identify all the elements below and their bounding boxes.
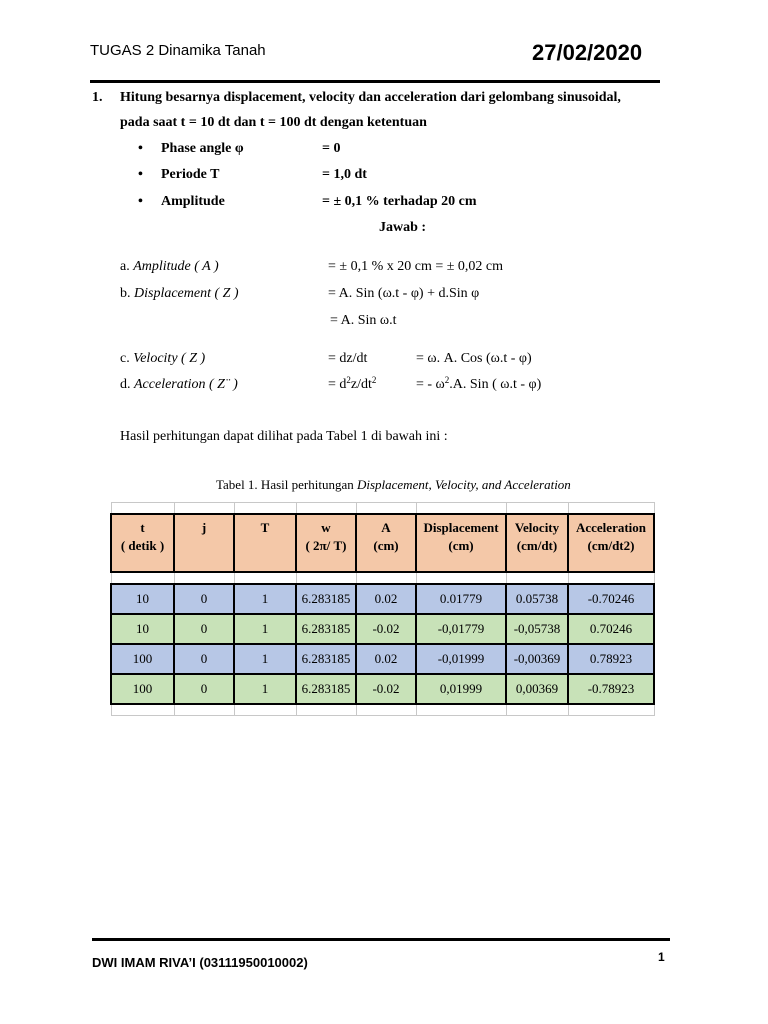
condition-label: Amplitude [161,194,225,209]
condition-value: = 0 [322,141,341,156]
table-cell: 100 [111,644,174,674]
table-cell: 1 [234,584,296,614]
footer-rule [92,938,670,941]
answer-b-equation-1: = A. Sin (ω.t - φ) + d.Sin φ [328,286,480,301]
answer-c-equation-2: = ω. A. Cos (ω.t - φ) [416,351,532,366]
answer-d [120,377,238,393]
question-number: 1. [92,90,103,105]
answer-d-term: Acceleration ( Z¨ ) [134,377,238,392]
result-text: Hasil perhitungan dapat dilihat pada Tabel 1 di bawah ini : [120,429,448,444]
answer-c [120,351,205,367]
table-header-cell: T [234,514,296,572]
table-header-row [111,514,654,572]
table-header-cell: w ( 2π/ T) [296,514,356,572]
table-cell: 6.283185 [296,584,356,614]
table-cell: 0,00369 [506,674,568,704]
table-cell: 0.05738 [506,584,568,614]
table-cell: 6.283185 [296,614,356,644]
answer-b-prefix: b. [120,286,131,301]
table-cell: 6.283185 [296,644,356,674]
answer-d-equation-2: = - $\omega^2.A$. Sin ( ω.t - φ) [416,375,542,392]
answer-b-equation-2: = A. Sin ω.t [330,313,397,328]
bullet-dot: • [138,194,143,209]
answer-c-equation-1: = dz/dt [328,351,368,366]
table-header-cell: j [174,514,234,572]
table-cell: 0.02 [356,584,416,614]
table-cell: 0.02 [356,644,416,674]
answer-heading: Jawab : [379,220,427,235]
answer-a-term: Amplitude ( A ) [133,259,219,274]
page-number: 1 [658,950,665,964]
bullet-dot: • [138,167,143,182]
bullet-dot: • [138,141,143,156]
table-cell: 6.283185 [296,674,356,704]
table-row [111,584,654,614]
table-cell: 0.01779 [416,584,506,614]
answer-b-term: Displacement ( Z ) [134,286,239,301]
condition-value: = 1,0 dt [322,167,367,182]
condition-value: = ± 0,1 % terhadap 20 cm [322,194,477,209]
table-cell: -0,05738 [506,614,568,644]
table-cell: 100 [111,674,174,704]
table-top-gap [111,503,654,515]
table-bottom-gap [111,704,654,716]
table-caption [216,477,571,493]
answer-c-prefix: c. [120,351,130,366]
table-row [111,644,654,674]
table-cell: 0 [174,674,234,704]
table-cell: -0.02 [356,674,416,704]
table-cell: 0.78923 [568,644,654,674]
condition-label: Phase angle φ [161,141,244,156]
table-cell: 0 [174,584,234,614]
answer-a-equation: = ± 0,1 % x 20 cm = ± 0,02 cm [328,259,504,274]
table-cell: 0,01999 [416,674,506,704]
table-header-cell: Velocity (cm/dt) [506,514,568,572]
answer-c-term: Velocity ( Z ) [133,351,206,366]
table-gap [111,572,654,584]
table-row [111,614,654,644]
table-cell: 1 [234,674,296,704]
condition-label: Periode T [161,167,220,182]
table-row [111,674,654,704]
table-header-cell: A (cm) [356,514,416,572]
answer-b [120,286,239,302]
table-header-cell: Acceleration (cm/dt2) [568,514,654,572]
table-cell: 0 [174,644,234,674]
footer-author: DWI IMAM RIVA’I (03111950010002) [92,955,308,970]
table-cell: -0.70246 [568,584,654,614]
header-title: TUGAS 2 Dinamika Tanah [90,42,266,59]
question-line-1: Hitung besarnya displacement, velocity dan acceleration dari gelombang sinusoidal, [120,90,621,105]
table-cell: 0.70246 [568,614,654,644]
table-cell: 10 [111,614,174,644]
answer-a-prefix: a. [120,259,130,274]
table-caption-italic: Displacement, Velocity, and Acceleration [356,477,571,492]
table-header-cell: t ( detik ) [111,514,174,572]
answer-d-equation-1: = $d^2z/dt^2$ [328,375,377,392]
answer-d-prefix: d. [120,377,131,392]
question-line-2: pada saat t = 10 dt dan t = 100 dt dengan ketentuan [120,115,427,130]
results-table [110,502,655,716]
table-cell: -0.02 [356,614,416,644]
header-rule [90,80,660,83]
table-cell: 0 [174,614,234,644]
table-cell: 1 [234,614,296,644]
table-cell: 10 [111,584,174,614]
table-caption-plain: Tabel 1. Hasil perhitungan [216,477,357,492]
table-cell: -0.78923 [568,674,654,704]
table-cell: -0,01779 [416,614,506,644]
table-header-cell: Displacement (cm) [416,514,506,572]
table-cell: 1 [234,644,296,674]
answer-a [120,259,219,275]
table-cell: -0,01999 [416,644,506,674]
table-cell: -0,00369 [506,644,568,674]
header-date: 27/02/2020 [532,40,643,65]
